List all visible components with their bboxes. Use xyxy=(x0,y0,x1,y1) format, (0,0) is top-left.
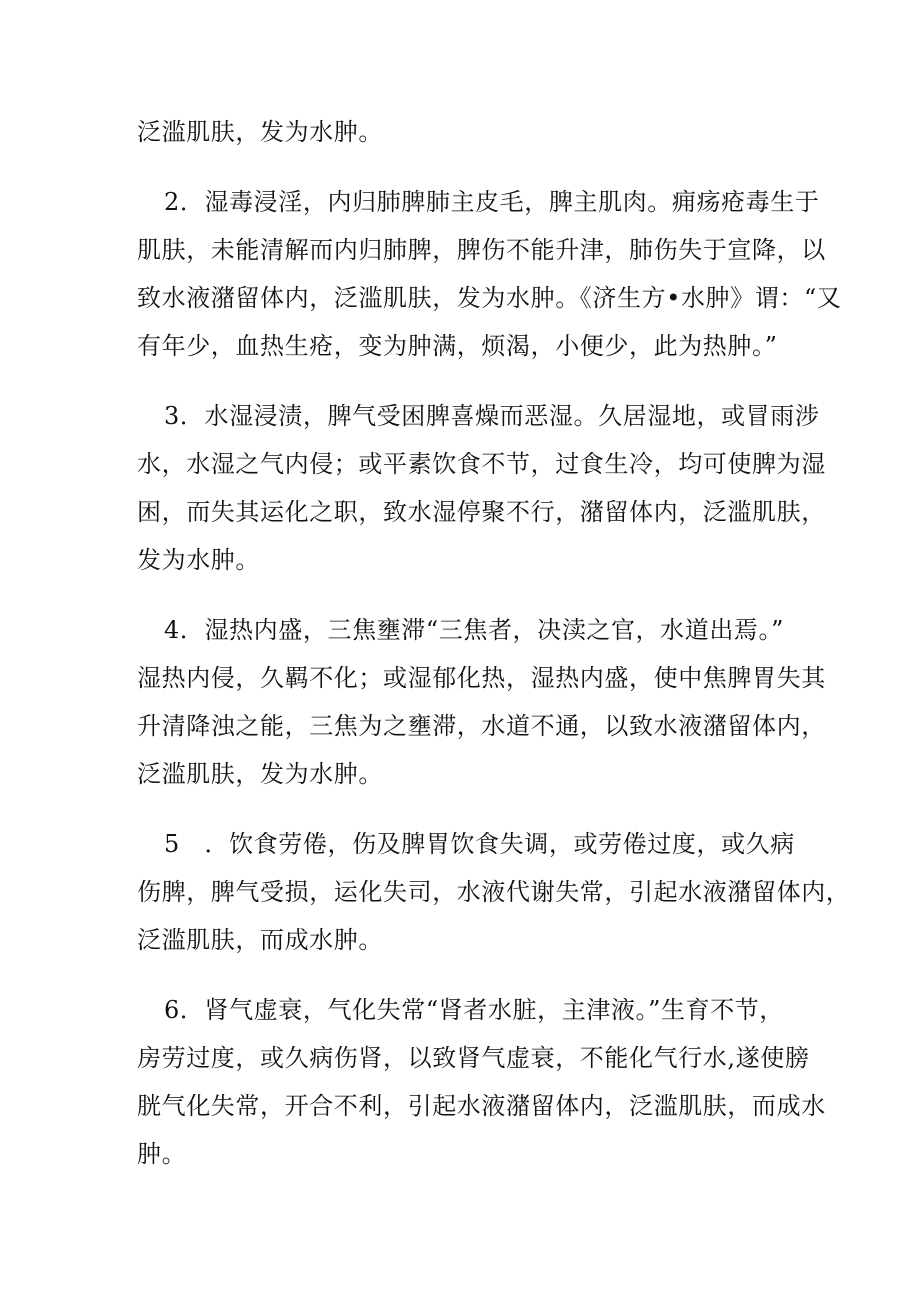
paragraph-4-line-3: 升清降浊之能，三焦为之壅滞，水道不通，以致水液潴留体内， xyxy=(137,712,826,740)
paragraph-2-line-3: 致水液潴留体内，泛滥肌肤，发为水肿。《济生方•水肿》谓：“又 xyxy=(137,284,842,312)
paragraph-2-line-1: 2．湿毒浸淫，内归肺脾肺主皮毛，脾主肌肉。痈疡疮毒生于 xyxy=(164,188,820,216)
paragraph-3-line-1: 3．水湿浸渍，脾气受困脾喜燥而恶湿。久居湿地，或冒雨涉 xyxy=(164,402,820,430)
paragraph-6-line-3: 胱气化失常，开合不利，引起水液潴留体内，泛滥肌肤，而成水 xyxy=(137,1092,826,1120)
paragraph-6-line-2: 房劳过度，或久病伤肾，以致肾气虚衰，不能化气行水,遂使膀 xyxy=(137,1044,810,1072)
paragraph-3-line-2: 水，水湿之气内侵；或平素饮食不节，过食生冷，均可使脾为湿 xyxy=(137,450,826,478)
paragraph-4-line-1: 4．湿热内盛，三焦壅滞“三焦者，决渎之官，水道出焉。” xyxy=(164,616,785,644)
paragraph-2-line-4: 有年少，血热生疮，变为肿满，烦渴，小便少，此为热肿。” xyxy=(137,332,778,360)
paragraph-6-line-1: 6．肾气虚衰，气化失常“肾者水脏，主津液。”生育不节， xyxy=(164,996,785,1024)
paragraph-5-line-1: 5 ．饮食劳倦，伤及脾胃饮食失调，或劳倦过度，或久病 xyxy=(164,830,795,858)
paragraph-3-line-3: 困，而失其运化之职，致水湿停聚不行，潴留体内，泛滥肌肤， xyxy=(137,498,826,526)
paragraph-6-line-4: 肿。 xyxy=(137,1140,187,1168)
paragraph-2-line-2: 肌肤，未能清解而内归肺脾，脾伤不能升津，肺伤失于宣降，以 xyxy=(137,236,826,264)
paragraph-3-line-4: 发为水肿。 xyxy=(137,546,260,574)
paragraph-5-line-3: 泛滥肌肤，而成水肿。 xyxy=(137,926,383,954)
paragraph-5-line-2: 伤脾，脾气受损，运化失司，水液代谢失常，引起水液潴留体内， xyxy=(137,878,851,906)
paragraph-4-line-2: 湿热内侵，久羁不化；或湿郁化热，湿热内盛，使中焦脾胃失其 xyxy=(137,664,826,692)
paragraph-4-line-4: 泛滥肌肤，发为水肿。 xyxy=(137,760,383,788)
paragraph-1-line-1: 泛滥肌肤，发为水肿。 xyxy=(137,118,383,146)
